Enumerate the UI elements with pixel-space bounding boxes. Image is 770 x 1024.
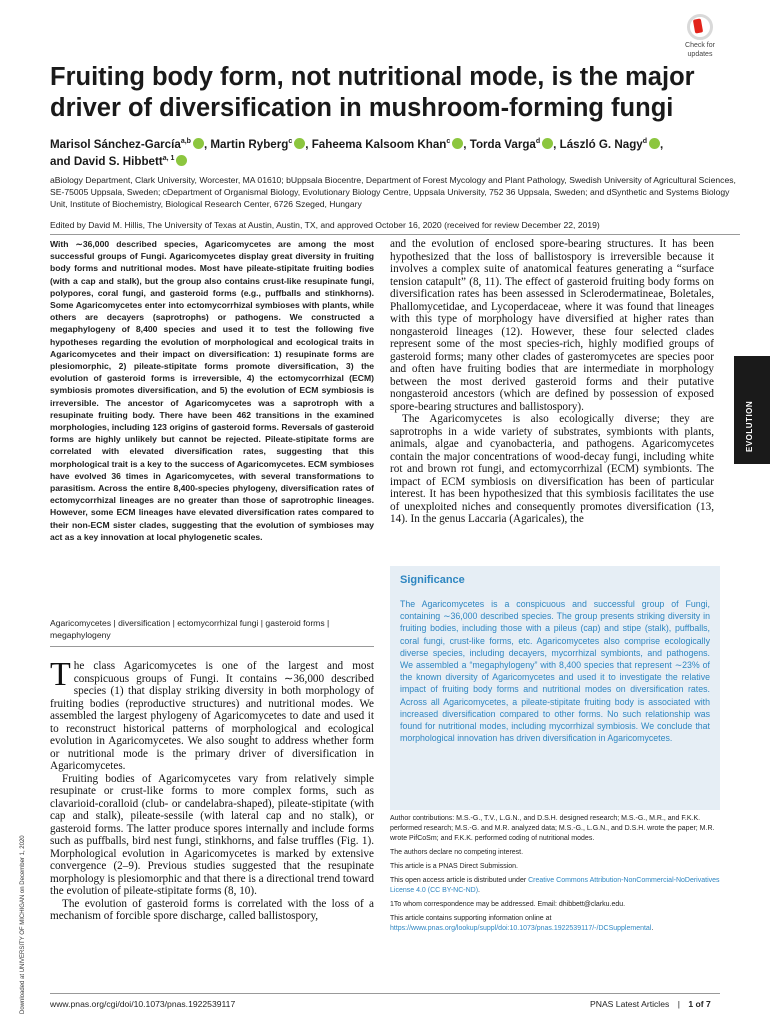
supp-prefix: This article contains supporting information online at [390,915,552,922]
oa-suffix: . [478,887,480,894]
supporting-info [390,914,720,934]
body-right-column [390,238,714,526]
header-divider [50,234,740,235]
open-access-note [390,876,720,896]
body-paragraph: and the evolution of enclosed spore-bearing structures. It has been hypothesized that the loss of ballistospory is irreversible because it involves a complex suite of anatomical features generating a “surface tension catapult” (8, 11). The effect of gasteroid fruiting body forms on diversification rates has been assessed in Sclerodermatineae, Boletales, Phallomycetidae, and Lycoperdaceae, where it was found that lineages with this type of morphology have diversified at higher rates than nongasteroid lineages (12). However, these four selected clades represent some of the most species-rich, highly modified groups of gasteroid forms; many other clades of gasteromycetes are species poor and often have fruiting bodies that are intermediate in morphology between the most derived gasteroid forms and their putative nongasteroid ancestors (which are defined by possession of exposed spore-bearing structures and ballistospory). [390,238,714,413]
abstract: With ∼36,000 described species, Agaricomycetes are among the most successful groups of Fungi. Agaricomycetes display great diversity in fruiting body forms and nutritional modes. Most have pileate-stipitate fruiting bodies (with a cap and stalk), but the group also contains crust-like resupinate fungi, polypores, coral fungi, and gasteroid forms (e.g., puffballs and stinkhorns). Some Agaricomycetes enter into ectomycorrhizal symbioses with plants, while others are decayers (saprotrophs) or pathogens. We constructed a megaphylogeny of 8,400 species and used it to test the following five hypotheses regarding the evolution of morphological and ecological traits in Agaricomycetes and their impact on diversification: 1) resupinate forms are plesiomorphic, 2) pileate-stipitate forms promote diversification, 3) the evolution of gasteroid forms is irreversible, 4) the ectomycorrhizal (ECM) symbiosis promotes diversification, and 5) the evolution of ECM symbiosis is irreversible. The ancestor of Agaricomycetes was a saprotroph with a resupinate fruiting body. There have been 462 transitions in the examined morphologies, including 123 origins of gasteroid forms. Reversals of gasteroid forms are highly unlikely but cannot be rejected. Pileate-stipitate forms are correlated with elevated diversification rates, suggesting that this morphological trait is a key to the success of Agaricomycetes. ECM symbioses have evolved 36 times in Agaricomycetes, with several transformations to parasitism. Across the entire 8,400-species phylogeny, diversification rates of ectomycorrhizal lineages are no greater than those of saprotrophic lineages. However, some ECM lineages have elevated diversification rates compared to their non-ECM sister clades, suggesting that the evolution of symbioses may act as a key innovation at local phylogenetic scales. [50,239,374,542]
section-tab-label: EVOLUTION [745,400,754,452]
significance-text: The Agaricomycetes is a conspicuous and successful group of Fungi, containing ∼36,000 described species. The group presents striking diversity in fruiting bodies, including those with a pileus (cap) and stipe (stalk), puffballs, coral fungi, crust-like forms, etc. Agaricomycetes also comprise ecologically diverse species, including decayers, mycorrhizal symbionts, and pathogens. We assembled a “megaphylogeny” with 8,400 species that represent ∼23% of the known diversity of Agaricomycetes and used it to investigate the relative impact of fruiting body forms and nutritional modes on diversification rates. Across all Agaricomycetes, a pileate-stipitate fruiting body is associated with increased diversification compared to other forms. No such relationship was found for nutritional modes, including mycorrhizal symbiosis. We conclude that morphological innovation has driven diversification in Agaricomycetes. [400,599,710,744]
author-sep: , [553,138,560,151]
section-tab [734,356,770,464]
author-affil-sup: a, 1 [162,155,175,163]
edited-by-line: Edited by David M. Hillis, The University of Texas at Austin, Austin, TX, and approved October 16, 2020 (received for review December 22, 2019) [50,220,600,230]
author-sep: , [660,138,664,151]
competing-interest: The authors declare no competing interest. [390,849,524,856]
supplemental-link[interactable]: https://www.pnas.org/lookup/suppl/doi:10.1073/pnas.1922539117/-/DCSupplemental [390,925,652,932]
body-paragraph: The evolution of gasteroid forms is correlated with the loss of a mechanism of forcible spore discharge, called ballistospory, [50,897,374,922]
body-paragraph: Fruiting bodies of Agaricomycetes vary from relatively simple resupinate or crust-like forms to more complex forms, such as clavarioid-coralloid (club- or candelabra-shaped), pileate-stipitate (with cap and stalk), pileate-sessile (with lateral cap and no stalk), or gasteroid forms. The latter produce spores internally and include forms such as puffballs, bird nest fungi, stinkhorns, and false truffles (Fig. 1). Morphological evolution in Agaricomycetes is marked by extensive convergence (2–9). Previous studies suggested that the resupinate morphology is plesiomorphic and that there is a directional trend toward the evolution of pileate-stipitate forms (8, 10). [50,772,374,897]
author-name: and David S. Hibbett [50,155,163,168]
author-name: Marisol Sánchez-García [50,138,181,151]
author-affil-sup: c [446,138,451,146]
keywords: Agaricomycetes | diversification | ectomycorrhizal fungi | gasteroid forms | megaphylogeny [50,618,330,641]
affiliations: aBiology Department, Clark University, Worcester, MA 01610; bUppsala Biocentre, Department of Forest Mycology and Plant Pathology, Swedish University of Agricultural Sciences, SE-75005 Uppsala, Sweden; cDepartment of Organismal Biology, Evolutionary Biology Centre, Uppsala University, 752 36 Uppsala, Sweden; and dSynthetic and Systems Biology Unit, Institute of Biochemistry, Biological Research Center, 6726 Szeged, Hungary [50,175,736,210]
significance-box [390,566,720,810]
oa-prefix: This open access article is distributed under [390,877,529,884]
article-notes [390,814,720,938]
footer-journal: PNAS Latest Articles [590,999,670,1009]
license-link[interactable]: Creative Commons Attribution-NonCommercial-NoDerivatives License 4.0 (CC BY-NC-ND) [390,877,720,894]
keywords-divider [50,646,374,647]
badge-line2: updates [687,51,713,58]
orcid-icon[interactable] [452,138,463,149]
download-stamp: Downloaded at UNIVERSITY OF MICHIGAN on December 1, 2020 [20,835,26,1014]
author-sep: , [305,138,312,151]
author-sep: , [203,138,211,151]
intro-text: he class Agaricomycetes is one of the largest and most conspicuous groups of Fungi. It contains ∼36,000 described species (1) that display striking diversity in both morphology of fruiting bodies (reproductive structures) and nutritional modes. We assembled the largest phylogeny of Agaricomycetes to date and used it to reconstruct historical patterns of morphological and ecological evolution in Agaricomycetes. We also sought to address whether form or nutritional mode is the primary driver of diversification in Agaricomycetes. [50,660,374,772]
significance-title: Significance [400,574,465,586]
author-affil-sup: d [535,138,541,146]
author-list [50,136,740,170]
orcid-icon[interactable] [193,138,204,149]
correspondence: 1To whom correspondence may be addressed. Email: dhibbett@clarku.edu. [390,901,626,908]
author-name: Faheema Kalsoom Khan [311,138,447,151]
author-sep: , [463,138,470,151]
supp-suffix: . [651,925,654,932]
body-left-column [50,656,374,923]
article-title: Fruiting body form, not nutritional mode, is the major driver of diversification in mushroom-forming fungi [50,63,695,122]
footer-page-number: 1 of 7 [688,999,711,1009]
orcid-icon[interactable] [176,155,187,166]
author-affil-sup: a,b [180,138,191,146]
direct-submission: This article is a PNAS Direct Submission. [390,863,518,870]
check-for-updates-badge[interactable] [672,14,728,58]
author-name: Torda Varga [469,138,536,151]
intro-paragraph [50,656,374,773]
author-name: Martin Ryberg [210,138,289,151]
orcid-icon[interactable] [294,138,305,149]
orcid-icon[interactable] [542,138,553,149]
author-affil-sup: d [642,138,647,146]
footer-doi-url[interactable]: www.pnas.org/cgi/doi/10.1073/pnas.1922539117 [50,999,236,1009]
footer-page-info [590,999,711,1009]
author-affil-sup: c [288,138,293,146]
drop-cap: T [50,656,71,693]
body-paragraph: The Agaricomycetes is also ecologically diverse; they are saprotrophs in a wide variety of substrates, symbionts with plants, animals, algae and cyanobacteria, and pathogens. Agaricomycetes contain the major concentrations of wood-decay fungi, including white rot and brown rot fungi, and ectomycorrhizal (ECM) symbionts. The impact of ECM symbiosis on diversification has been of particular interest. It has been hypothesized that this symbiosis facilitates the use of unexploited niches and consequently promotes diversification (13, 14). In the genus Laccaria (Agaricales), the [390,413,714,525]
author-contributions: Author contributions: M.S.-G., T.V., L.G.N., and D.S.H. designed research; M.S.-G., M.R., and F.K.K. performed research; M.S.-G. and M.R. analyzed data; M.S.-G., L.G.N., and D.S.H. wrote the paper; M.R. wrote PifCoSm; and F.K.K. performed coding of nutritional modes. [390,815,715,842]
author-name: László G. Nagy [559,138,643,151]
footer-divider [50,993,720,994]
orcid-icon[interactable] [649,138,660,149]
badge-line1: Check for [685,42,715,49]
footer-sep: | [677,999,680,1009]
bookmark-icon [687,14,713,40]
